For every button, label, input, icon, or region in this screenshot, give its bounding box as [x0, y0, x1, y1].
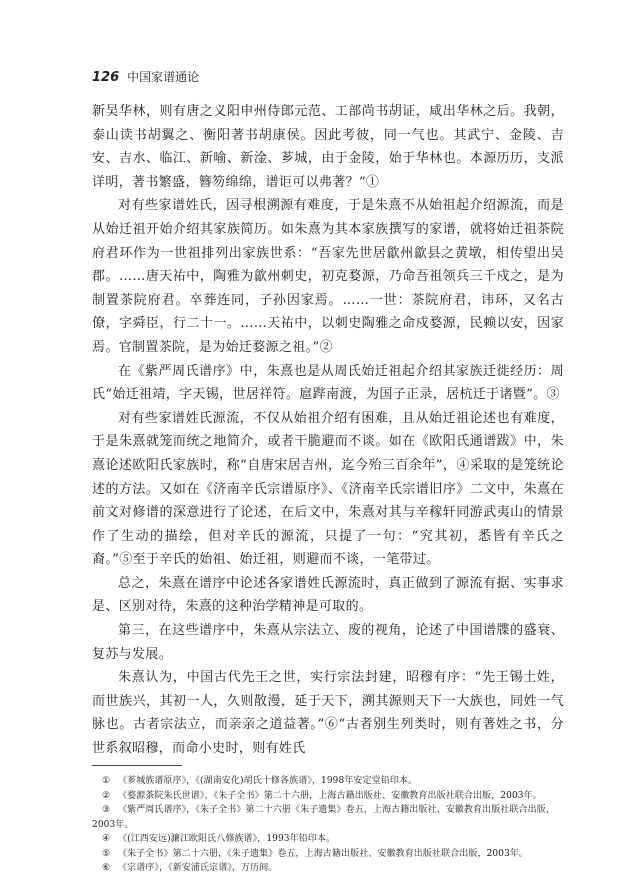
footnote-text: 《芗城族谱原序》，《(湖南安化)胡氏十修各族谱》，1998年安定堂铅印本。	[118, 776, 418, 786]
footnote-mark: ④	[102, 834, 111, 844]
footnote-text: 《朱子全书》第二十六册，《朱子遗集》卷五，上海古籍出版社、安徽教育出版社联合出版，2003年。	[118, 848, 529, 859]
paragraph: 对有些家谱姓氏，因寻根溯源有难度，于是朱熹不从始祖起介绍源流，而是从始迁祖开始介绍其家族简历。如朱熹为其本家族撰写的家谱，就将始迁祖茶院府君环作为一世祖排列出家族世系：“吾家先世居歙州歙县之黄墩，相传望出吴郡。……唐天祐中，陶雅为歙州刺史，初克婺源，乃命吾祖领兵三千戍之，是为制置茶院府君。卒葬连同，子孙因家焉。……一世：茶院府君，讳环，又名古僚，字舜臣，行二十一。……天祐中，以刺史陶雅之命戍婺源，民赖以安，因家焉。官制置茶院，是为始迁婺源之祖。”②	[92, 198, 564, 355]
footnote-separator	[92, 765, 182, 766]
footnote-text: 《婺源茶院朱氏世谱》，《朱子全书》第二十六册，上海古籍出版社、安徽教育出版社联合出版，2003年。	[118, 790, 542, 801]
paragraph: 第三，在这些谱序中，朱熹从宗法立、废的视角，论述了中国谱牒的盛衰、复苏与发展。	[92, 623, 564, 662]
footnotes	[92, 774, 564, 876]
footnote-mark: ②	[102, 790, 111, 801]
book-title: 中国家谱通论	[127, 70, 200, 84]
footnote	[92, 774, 564, 789]
footnote	[92, 847, 564, 862]
footnote	[92, 861, 564, 876]
footnote	[92, 832, 564, 847]
footnote-mark: ③	[102, 805, 111, 815]
footnote-mark: ⑥	[102, 863, 111, 873]
body-text	[92, 100, 564, 761]
footnote	[92, 789, 564, 804]
page-number: 126	[92, 70, 120, 85]
footnote-mark: ⑤	[102, 848, 111, 859]
paragraph: 总之，朱熹在谱序中论述各家谱姓氏源流时，真正做到了源流有据、实事求是、区别对待，朱熹的这种治学精神是可取的。	[92, 575, 564, 615]
footnote-text: 《宗谱序》，《新安浦氏宗谱》，万历间。	[118, 863, 278, 873]
footnote	[92, 803, 564, 832]
footnote-text: 《紫严周氏谱序》，《朱子全书》第二十六册《朱子遗集》卷五，上海古籍出版社、安徽教育出版社联合出版，2003年。	[92, 805, 555, 830]
paragraph: 对有些家谱姓氏源流，不仅从始祖介绍有困难，且从始迁祖论述也有难度，于是朱熹就笼而统之地简介，或者干脆避而不谈。如在《欧阳氏通谱跋》中，朱熹论述欧阳氏家族时，称“自唐宋居吉州，迄今殆三百余年”，④采取的是笼统论述的方法。又如在《济南辛氏宗谱原序》、《济南辛氏宗谱旧序》二文中，朱熹在前文对修谱的深意进行了论述，在后文中，朱熹对其与辛稼轩同游武夷山的情景作了生动的描绘，但对辛氏的源流，只提了一句：“究其初，悉皆有辛氏之裔。”⑤至于辛氏的始祖、始迁祖，则避而不谈，一笔带过。	[92, 410, 564, 568]
paragraph: 朱熹认为，中国古代先王之世，实行宗法封建，昭穆有序：“先王锡土姓，而世族兴，其初一人，久则散漫，延于天下，溯其源则天下一大族也，同姓一气脉也。古者宗法立，而亲亲之道益著。”⑥“古者别生列类时，则有著姓之书，分世系叙昭穆，而命小史时，则有姓氏	[92, 670, 564, 757]
running-header	[92, 68, 552, 85]
footnote-mark: ①	[102, 776, 111, 786]
paragraph: 新吴华林，则有唐之义阳申州侍郎元范、工部尚书胡证，咸出华林之后。我朝，泰山读书胡翼之、衡阳著书胡康侯。因此考彼，同一气也。其武宁、金陵、吉安、吉水、临江、新喻、新淦、芗城，由于金陵，始于华林也。本源历历，支派详明，著书繁盛，簪笏绵绵，谱讵可以弗著？”①	[92, 104, 564, 190]
paragraph: 在《紫严周氏谱序》中，朱熹也是从周氏始迁祖起介绍其家族迁徙经历：周氏“始迁祖靖，字天锡，世居祥符。扈跸南渡，为国子正录，居杭迁于诸暨”。③	[92, 363, 564, 403]
footnote-text: 《(江西安远)濂江欧阳氏八修族谱》，1993年铅印本。	[118, 834, 336, 844]
